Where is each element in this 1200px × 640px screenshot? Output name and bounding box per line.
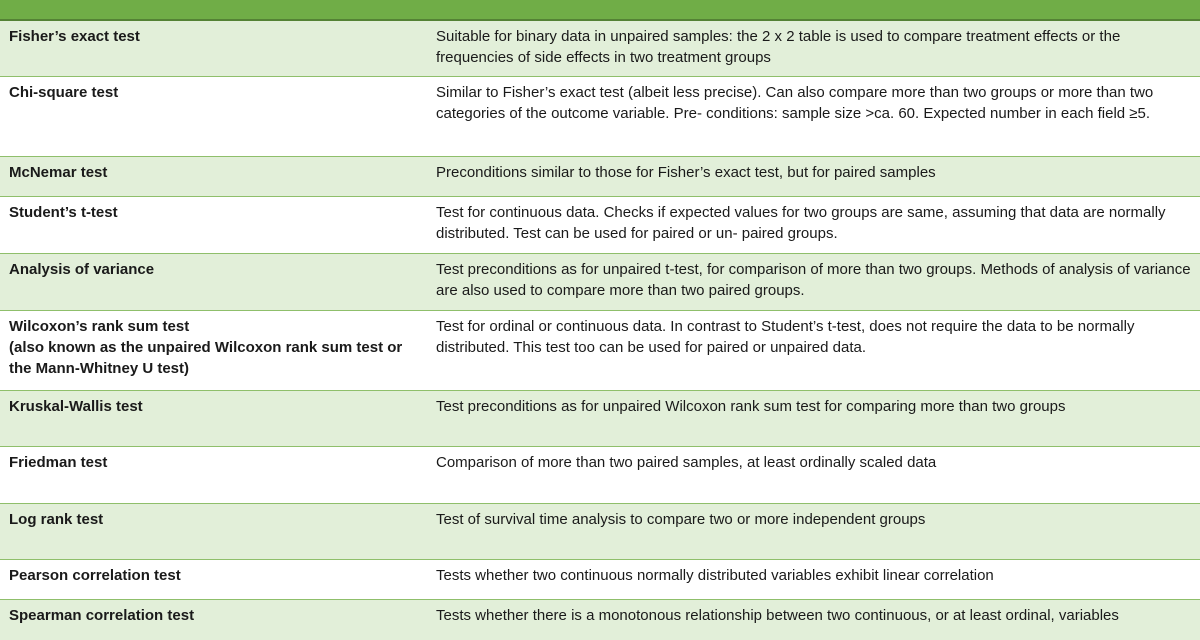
test-name-line: Analysis of variance — [9, 261, 155, 278]
test-name-line: Wilcoxon’s rank sum test — [9, 318, 190, 335]
test-name — [0, 600, 436, 640]
test-name — [0, 504, 436, 559]
table-row — [0, 157, 1200, 197]
test-description: Comparison of more than two paired samples, at least ordinally scaled data — [436, 454, 937, 471]
table-row — [0, 504, 1200, 560]
test-name — [0, 254, 436, 310]
table-row — [0, 560, 1200, 600]
test-description: Similar to Fisher’s exact test (albeit less precise). Can also compare more than two groups or more than two categories of the outcome variable. Pre- conditions: sample size >ca. 60. Expected number in each field ≥5. — [436, 84, 1154, 122]
table-header — [0, 0, 1200, 21]
test-name — [0, 391, 436, 446]
test-name-line: the Mann-Whitney U test) — [9, 360, 189, 377]
test-name-line: Friedman test — [9, 454, 108, 471]
test-name — [0, 560, 436, 599]
test-name — [0, 447, 436, 503]
test-description: Test for ordinal or continuous data. In contrast to Student’s t-test, does not require the data to be normally distributed. This test too can be used for paired or unpaired data. — [436, 318, 1135, 356]
test-description: Test for continuous data. Checks if expected values for two groups are same, assuming that data are normally distributed. Test can be used for paired or un- paired groups. — [436, 204, 1166, 242]
test-name — [0, 311, 436, 390]
test-name-line: Chi-square test — [9, 84, 119, 101]
test-name-line: Pearson correlation test — [9, 567, 181, 584]
test-name-line: Kruskal-Wallis test — [9, 398, 143, 415]
test-name-line: McNemar test — [9, 164, 108, 181]
table-row — [0, 254, 1200, 311]
test-description: Test preconditions as for unpaired Wilcoxon rank sum test for comparing more than two groups — [436, 398, 1066, 415]
test-description: Tests whether there is a monotonous relationship between two continuous, or at least ordinal, variables — [436, 607, 1119, 624]
table-row — [0, 311, 1200, 391]
test-name — [0, 77, 436, 156]
test-name-line: Spearman correlation test — [9, 607, 195, 624]
table-row — [0, 447, 1200, 504]
test-name-line: Fisher’s exact test — [9, 28, 140, 45]
table-row — [0, 600, 1200, 640]
table-row — [0, 391, 1200, 447]
test-name-line: Student’s t-test — [9, 204, 118, 221]
test-description: Suitable for binary data in unpaired samples: the 2 x 2 table is used to compare treatment effects or the frequencies of side effects in two treatment groups — [436, 28, 1121, 66]
test-name — [0, 21, 436, 76]
test-description: Tests whether two continuous normally distributed variables exhibit linear correlation — [436, 567, 994, 584]
test-name-line: Log rank test — [9, 511, 104, 528]
test-description: Test preconditions as for unpaired t-test, for comparison of more than two groups. Methods of analysis of variance are also used to compare more than two paired groups. — [436, 261, 1191, 299]
test-description: Test of survival time analysis to compare two or more independent groups — [436, 511, 926, 528]
table-row — [0, 21, 1200, 77]
test-name — [0, 197, 436, 253]
test-name — [0, 157, 436, 196]
table-row — [0, 77, 1200, 157]
table-row — [0, 197, 1200, 254]
test-name-line: (also known as the unpaired Wilcoxon rank sum test or — [9, 339, 403, 356]
test-description: Preconditions similar to those for Fisher’s exact test, but for paired samples — [436, 164, 936, 181]
